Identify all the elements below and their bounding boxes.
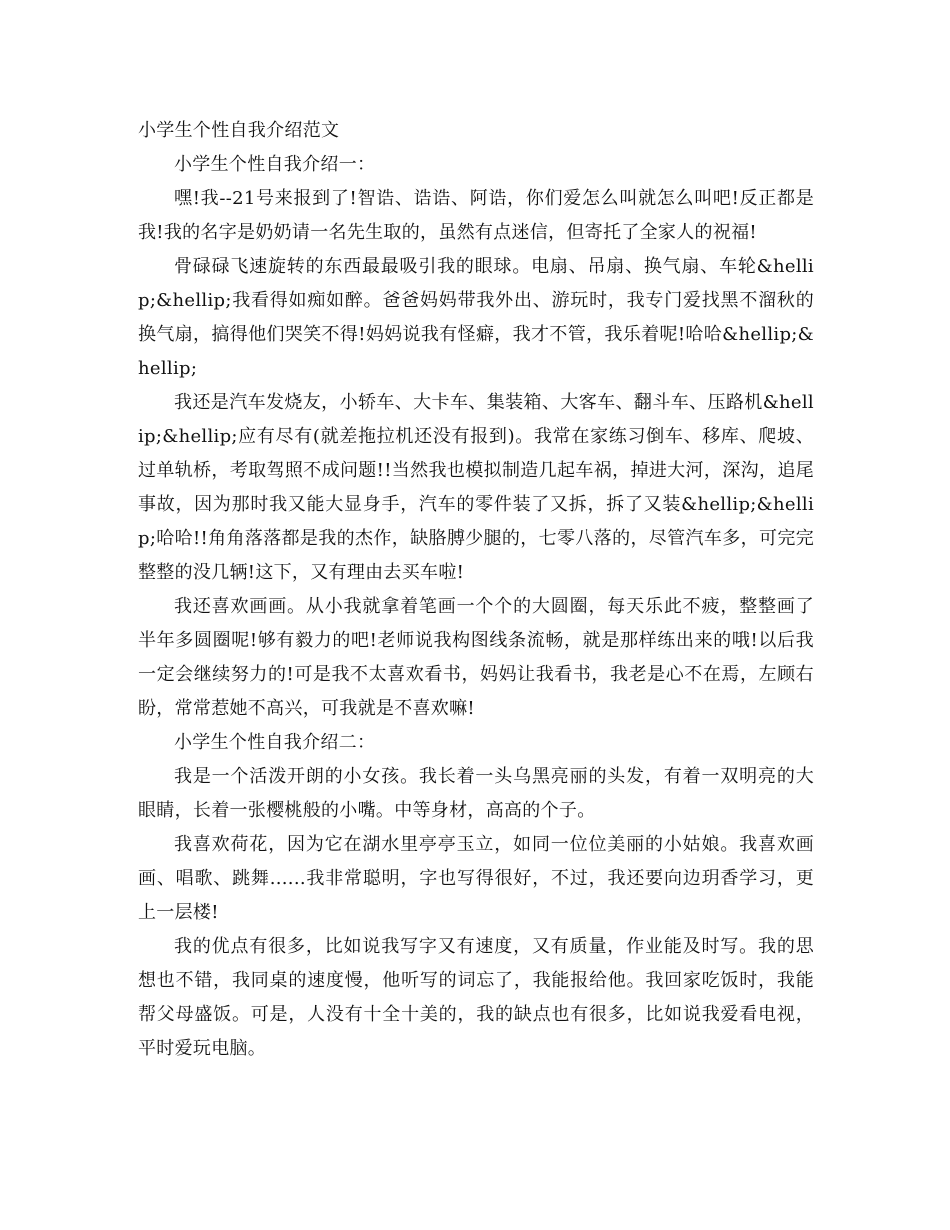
paragraph-strengths: 我的优点有很多，比如说我写字又有速度，又有质量，作业能及时写。我的思想也不错，我同桌的速度慢，他听写的词忘了，我能报给他。我回家吃饭时，我能帮父母盛饭。可是，人没有十全十美的，我的缺点也有很多，比如说我爱看电视，平时爱玩电脑。	[138, 936, 814, 1059]
paragraph-appearance: 我是一个活泼开朗的小女孩。我长着一头乌黑亮丽的头发，有着一双明亮的大眼睛，长着一张樱桃般的小嘴。中等身材，高高的个子。	[138, 766, 814, 821]
paragraph-drawing: 我还喜欢画画。从小我就拿着笔画一个个的大圆圈，每天乐此不疲，整整画了半年多圆圈呢!够有毅力的吧!老师说我构图线条流畅，就是那样练出来的哦!以后我一定会继续努力的!可是我不太喜欢看书，妈妈让我看书，我老是心不在焉，左顾右盼，常常惹她不高兴，可我就是不喜欢嘛!	[138, 596, 814, 719]
document-body	[138, 114, 814, 1066]
paragraph-spinning-things: 骨碌碌飞速旋转的东西最最吸引我的眼球。电扇、吊扇、换气扇、车轮&hellip;&hellip;我看得如痴如醉。爸爸妈妈带我外出、游玩时，我专门爱找黑不溜秋的换气扇，搞得他们哭笑不得!妈妈说我有怪癖，我才不管，我乐着呢!哈哈&hellip;&hellip;	[138, 256, 814, 379]
paragraph-hobbies: 我喜欢荷花，因为它在湖水里亭亭玉立，如同一位位美丽的小姑娘。我喜欢画画、唱歌、跳舞......我非常聪明，字也写得很好，不过，我还要向边玥香学习，更上一层楼!	[138, 834, 814, 923]
section-heading-2: 小学生个性自我介绍二：	[174, 732, 376, 753]
paragraph-intro: 嘿!我--21号来报到了!智诰、诰诰、阿诰，你们爱怎么叫就怎么叫吧!反正都是我!我的名字是奶奶请一名先生取的，虽然有点迷信，但寄托了全家人的祝福!	[138, 188, 814, 243]
paragraph-cars: 我还是汽车发烧友，小轿车、大卡车、集装箱、大客车、翻斗车、压路机&hellip;&hellip;应有尽有(就差拖拉机还没有报到)。我常在家练习倒车、移库、爬坡、过单轨桥，考取驾照不成问题!!当然我也模拟制造几起车祸，掉进大河，深沟，追尾事故，因为那时我又能大显身手，汽车的零件装了又拆，拆了又装&hellip;&hellip;哈哈!!角角落落都是我的杰作，缺胳膊少腿的，七零八落的，尽管汽车多，可完完整整的没几辆!这下，又有理由去买车啦!	[138, 392, 814, 583]
section-heading-1: 小学生个性自我介绍一：	[174, 154, 376, 175]
document-title: 小学生个性自我介绍范文	[138, 120, 340, 141]
